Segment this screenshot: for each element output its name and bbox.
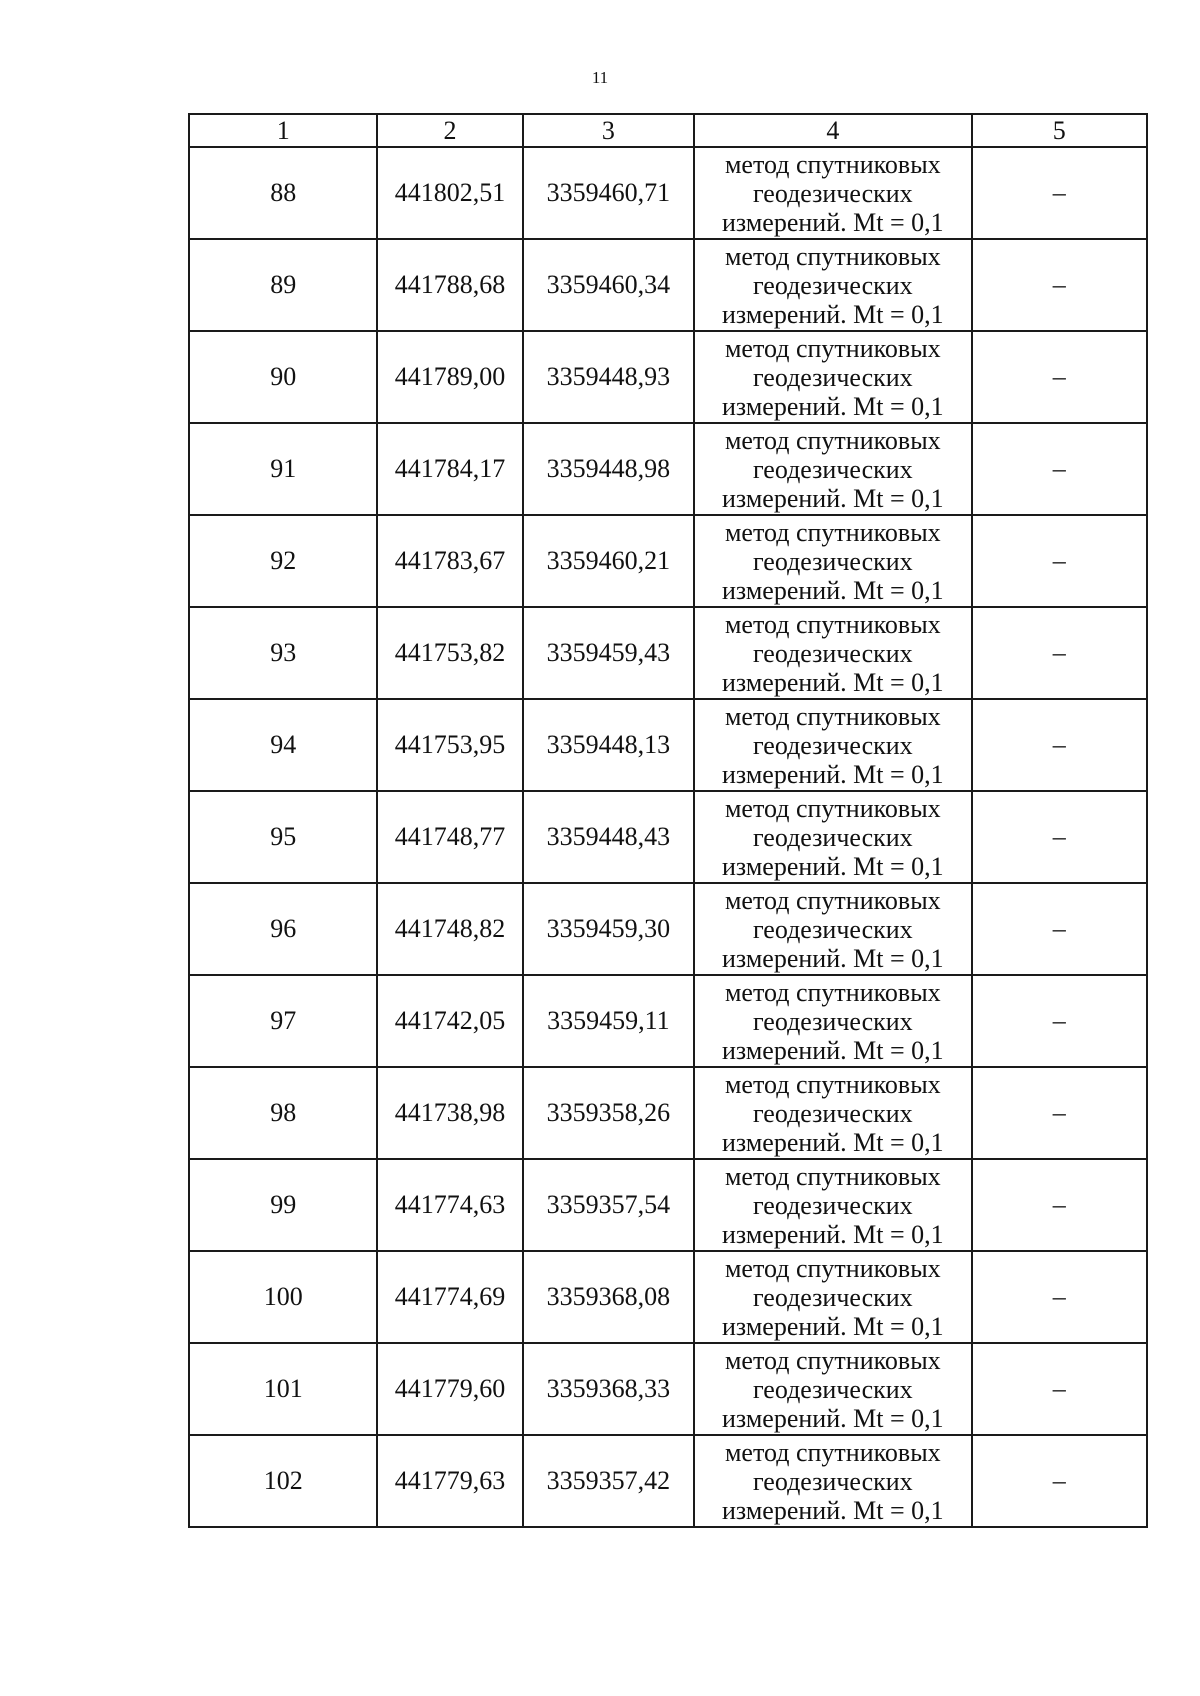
method-line: метод спутниковых — [724, 1161, 941, 1191]
x-coordinate-cell: 441788,68 — [377, 239, 522, 331]
method-cell — [694, 883, 972, 975]
note-cell: – — [972, 147, 1147, 239]
method-line: геодезических — [752, 270, 913, 300]
table-row — [189, 147, 1147, 239]
page-number: 11 — [591, 68, 609, 87]
x-coordinate-cell: 441774,63 — [377, 1159, 522, 1251]
method-line: метод спутниковых — [724, 701, 941, 731]
method-line: измерений. Mt = 0,1 — [722, 943, 944, 973]
method-line: метод спутниковых — [724, 1437, 941, 1467]
method-cell — [694, 423, 972, 515]
method-line: геодезических — [752, 178, 913, 208]
note-cell: – — [972, 791, 1147, 883]
method-line: измерений. Mt = 0,1 — [722, 1403, 944, 1433]
y-coordinate-cell: 3359448,43 — [523, 791, 694, 883]
y-coordinate-cell: 3359460,71 — [523, 147, 694, 239]
method-line: измерений. Mt = 0,1 — [722, 1219, 944, 1249]
method-line: метод спутниковых — [724, 1253, 941, 1283]
method-line: измерений. Mt = 0,1 — [722, 667, 944, 697]
point-number-cell: 100 — [189, 1251, 377, 1343]
x-coordinate-cell: 441779,60 — [377, 1343, 522, 1435]
y-coordinate-cell: 3359460,21 — [523, 515, 694, 607]
method-line: измерений. Mt = 0,1 — [722, 1035, 944, 1065]
y-coordinate-cell: 3359448,13 — [523, 699, 694, 791]
column-header-2: 2 — [377, 114, 522, 147]
x-coordinate-cell: 441789,00 — [377, 331, 522, 423]
method-line: измерений. Mt = 0,1 — [722, 759, 944, 789]
point-number-cell: 99 — [189, 1159, 377, 1251]
point-number-cell: 89 — [189, 239, 377, 331]
method-line: измерений. Mt = 0,1 — [722, 1127, 944, 1157]
point-number-cell: 101 — [189, 1343, 377, 1435]
x-coordinate-cell: 441774,69 — [377, 1251, 522, 1343]
x-coordinate-cell: 441753,82 — [377, 607, 522, 699]
note-cell: – — [972, 239, 1147, 331]
method-line: геодезических — [752, 1190, 913, 1220]
method-line: метод спутниковых — [724, 885, 941, 915]
y-coordinate-cell: 3359459,43 — [523, 607, 694, 699]
note-cell: – — [972, 975, 1147, 1067]
point-number-cell: 95 — [189, 791, 377, 883]
method-line: метод спутниковых — [724, 793, 941, 823]
y-coordinate-cell: 3359358,26 — [523, 1067, 694, 1159]
method-line: геодезических — [752, 1282, 913, 1312]
x-coordinate-cell: 441742,05 — [377, 975, 522, 1067]
method-line: геодезических — [752, 822, 913, 852]
note-cell: – — [972, 1067, 1147, 1159]
method-line: измерений. Mt = 0,1 — [722, 851, 944, 881]
method-line: геодезических — [752, 730, 913, 760]
method-line: метод спутниковых — [724, 333, 941, 363]
method-cell — [694, 1435, 972, 1527]
column-header-5: 5 — [972, 114, 1147, 147]
y-coordinate-cell: 3359460,34 — [523, 239, 694, 331]
table-row — [189, 239, 1147, 331]
method-line: метод спутниковых — [724, 149, 941, 179]
header-row — [189, 114, 1147, 147]
method-line: измерений. Mt = 0,1 — [722, 391, 944, 421]
method-line: геодезических — [752, 914, 913, 944]
method-line: измерений. Mt = 0,1 — [722, 207, 944, 237]
table-row — [189, 975, 1147, 1067]
point-number-cell: 91 — [189, 423, 377, 515]
note-cell: – — [972, 1435, 1147, 1527]
method-cell — [694, 147, 972, 239]
table-row — [189, 883, 1147, 975]
method-line: метод спутниковых — [724, 517, 941, 547]
point-number-cell: 90 — [189, 331, 377, 423]
table-row — [189, 423, 1147, 515]
note-cell: – — [972, 607, 1147, 699]
note-cell: – — [972, 699, 1147, 791]
method-cell — [694, 791, 972, 883]
note-cell: – — [972, 515, 1147, 607]
column-header-4: 4 — [694, 114, 972, 147]
y-coordinate-cell: 3359459,30 — [523, 883, 694, 975]
method-cell — [694, 1343, 972, 1435]
point-number-cell: 96 — [189, 883, 377, 975]
method-line: метод спутниковых — [724, 1069, 941, 1099]
method-line: измерений. Mt = 0,1 — [722, 575, 944, 605]
method-line: метод спутниковых — [724, 977, 941, 1007]
method-cell — [694, 607, 972, 699]
x-coordinate-cell: 441738,98 — [377, 1067, 522, 1159]
method-line: геодезических — [752, 1006, 913, 1036]
x-coordinate-cell: 441802,51 — [377, 147, 522, 239]
y-coordinate-cell: 3359357,42 — [523, 1435, 694, 1527]
point-number-cell: 92 — [189, 515, 377, 607]
method-line: геодезических — [752, 638, 913, 668]
note-cell: – — [972, 331, 1147, 423]
method-line: измерений. Mt = 0,1 — [722, 1495, 944, 1525]
note-cell: – — [972, 1251, 1147, 1343]
table-row — [189, 1435, 1147, 1527]
x-coordinate-cell: 441784,17 — [377, 423, 522, 515]
point-number-cell: 102 — [189, 1435, 377, 1527]
method-line: геодезических — [752, 1466, 913, 1496]
x-coordinate-cell: 441779,63 — [377, 1435, 522, 1527]
point-number-cell: 97 — [189, 975, 377, 1067]
y-coordinate-cell: 3359448,98 — [523, 423, 694, 515]
method-cell — [694, 331, 972, 423]
method-line: измерений. Mt = 0,1 — [722, 299, 944, 329]
method-line: измерений. Mt = 0,1 — [722, 1311, 944, 1341]
table-row — [189, 1251, 1147, 1343]
table-row — [189, 515, 1147, 607]
table-row — [189, 699, 1147, 791]
x-coordinate-cell: 441753,95 — [377, 699, 522, 791]
table-row — [189, 791, 1147, 883]
point-number-cell: 98 — [189, 1067, 377, 1159]
table-header — [189, 114, 1147, 147]
method-cell — [694, 515, 972, 607]
column-header-3: 3 — [523, 114, 694, 147]
method-line: геодезических — [752, 1098, 913, 1128]
point-number-cell: 93 — [189, 607, 377, 699]
column-header-1: 1 — [189, 114, 377, 147]
x-coordinate-cell: 441748,77 — [377, 791, 522, 883]
table-row — [189, 1159, 1147, 1251]
method-cell — [694, 1251, 972, 1343]
method-line: геодезических — [752, 546, 913, 576]
method-line: метод спутниковых — [724, 241, 941, 271]
method-line: метод спутниковых — [724, 609, 941, 639]
note-cell: – — [972, 883, 1147, 975]
table-row — [189, 1343, 1147, 1435]
y-coordinate-cell: 3359459,11 — [523, 975, 694, 1067]
method-cell — [694, 699, 972, 791]
point-number-cell: 88 — [189, 147, 377, 239]
x-coordinate-cell: 441748,82 — [377, 883, 522, 975]
table-body — [189, 147, 1147, 1527]
method-cell — [694, 239, 972, 331]
note-cell: – — [972, 1159, 1147, 1251]
method-cell — [694, 1067, 972, 1159]
method-line: геодезических — [752, 362, 913, 392]
table-row — [189, 331, 1147, 423]
x-coordinate-cell: 441783,67 — [377, 515, 522, 607]
method-cell — [694, 1159, 972, 1251]
method-cell — [694, 975, 972, 1067]
y-coordinate-cell: 3359368,08 — [523, 1251, 694, 1343]
y-coordinate-cell: 3359368,33 — [523, 1343, 694, 1435]
y-coordinate-cell: 3359448,93 — [523, 331, 694, 423]
method-line: метод спутниковых — [724, 425, 941, 455]
coordinates-table — [188, 113, 1148, 1528]
method-line: геодезических — [752, 1374, 913, 1404]
table-row — [189, 607, 1147, 699]
y-coordinate-cell: 3359357,54 — [523, 1159, 694, 1251]
method-line: метод спутниковых — [724, 1345, 941, 1375]
note-cell: – — [972, 1343, 1147, 1435]
table-row — [189, 1067, 1147, 1159]
note-cell: – — [972, 423, 1147, 515]
method-line: измерений. Mt = 0,1 — [722, 483, 944, 513]
method-line: геодезических — [752, 454, 913, 484]
point-number-cell: 94 — [189, 699, 377, 791]
